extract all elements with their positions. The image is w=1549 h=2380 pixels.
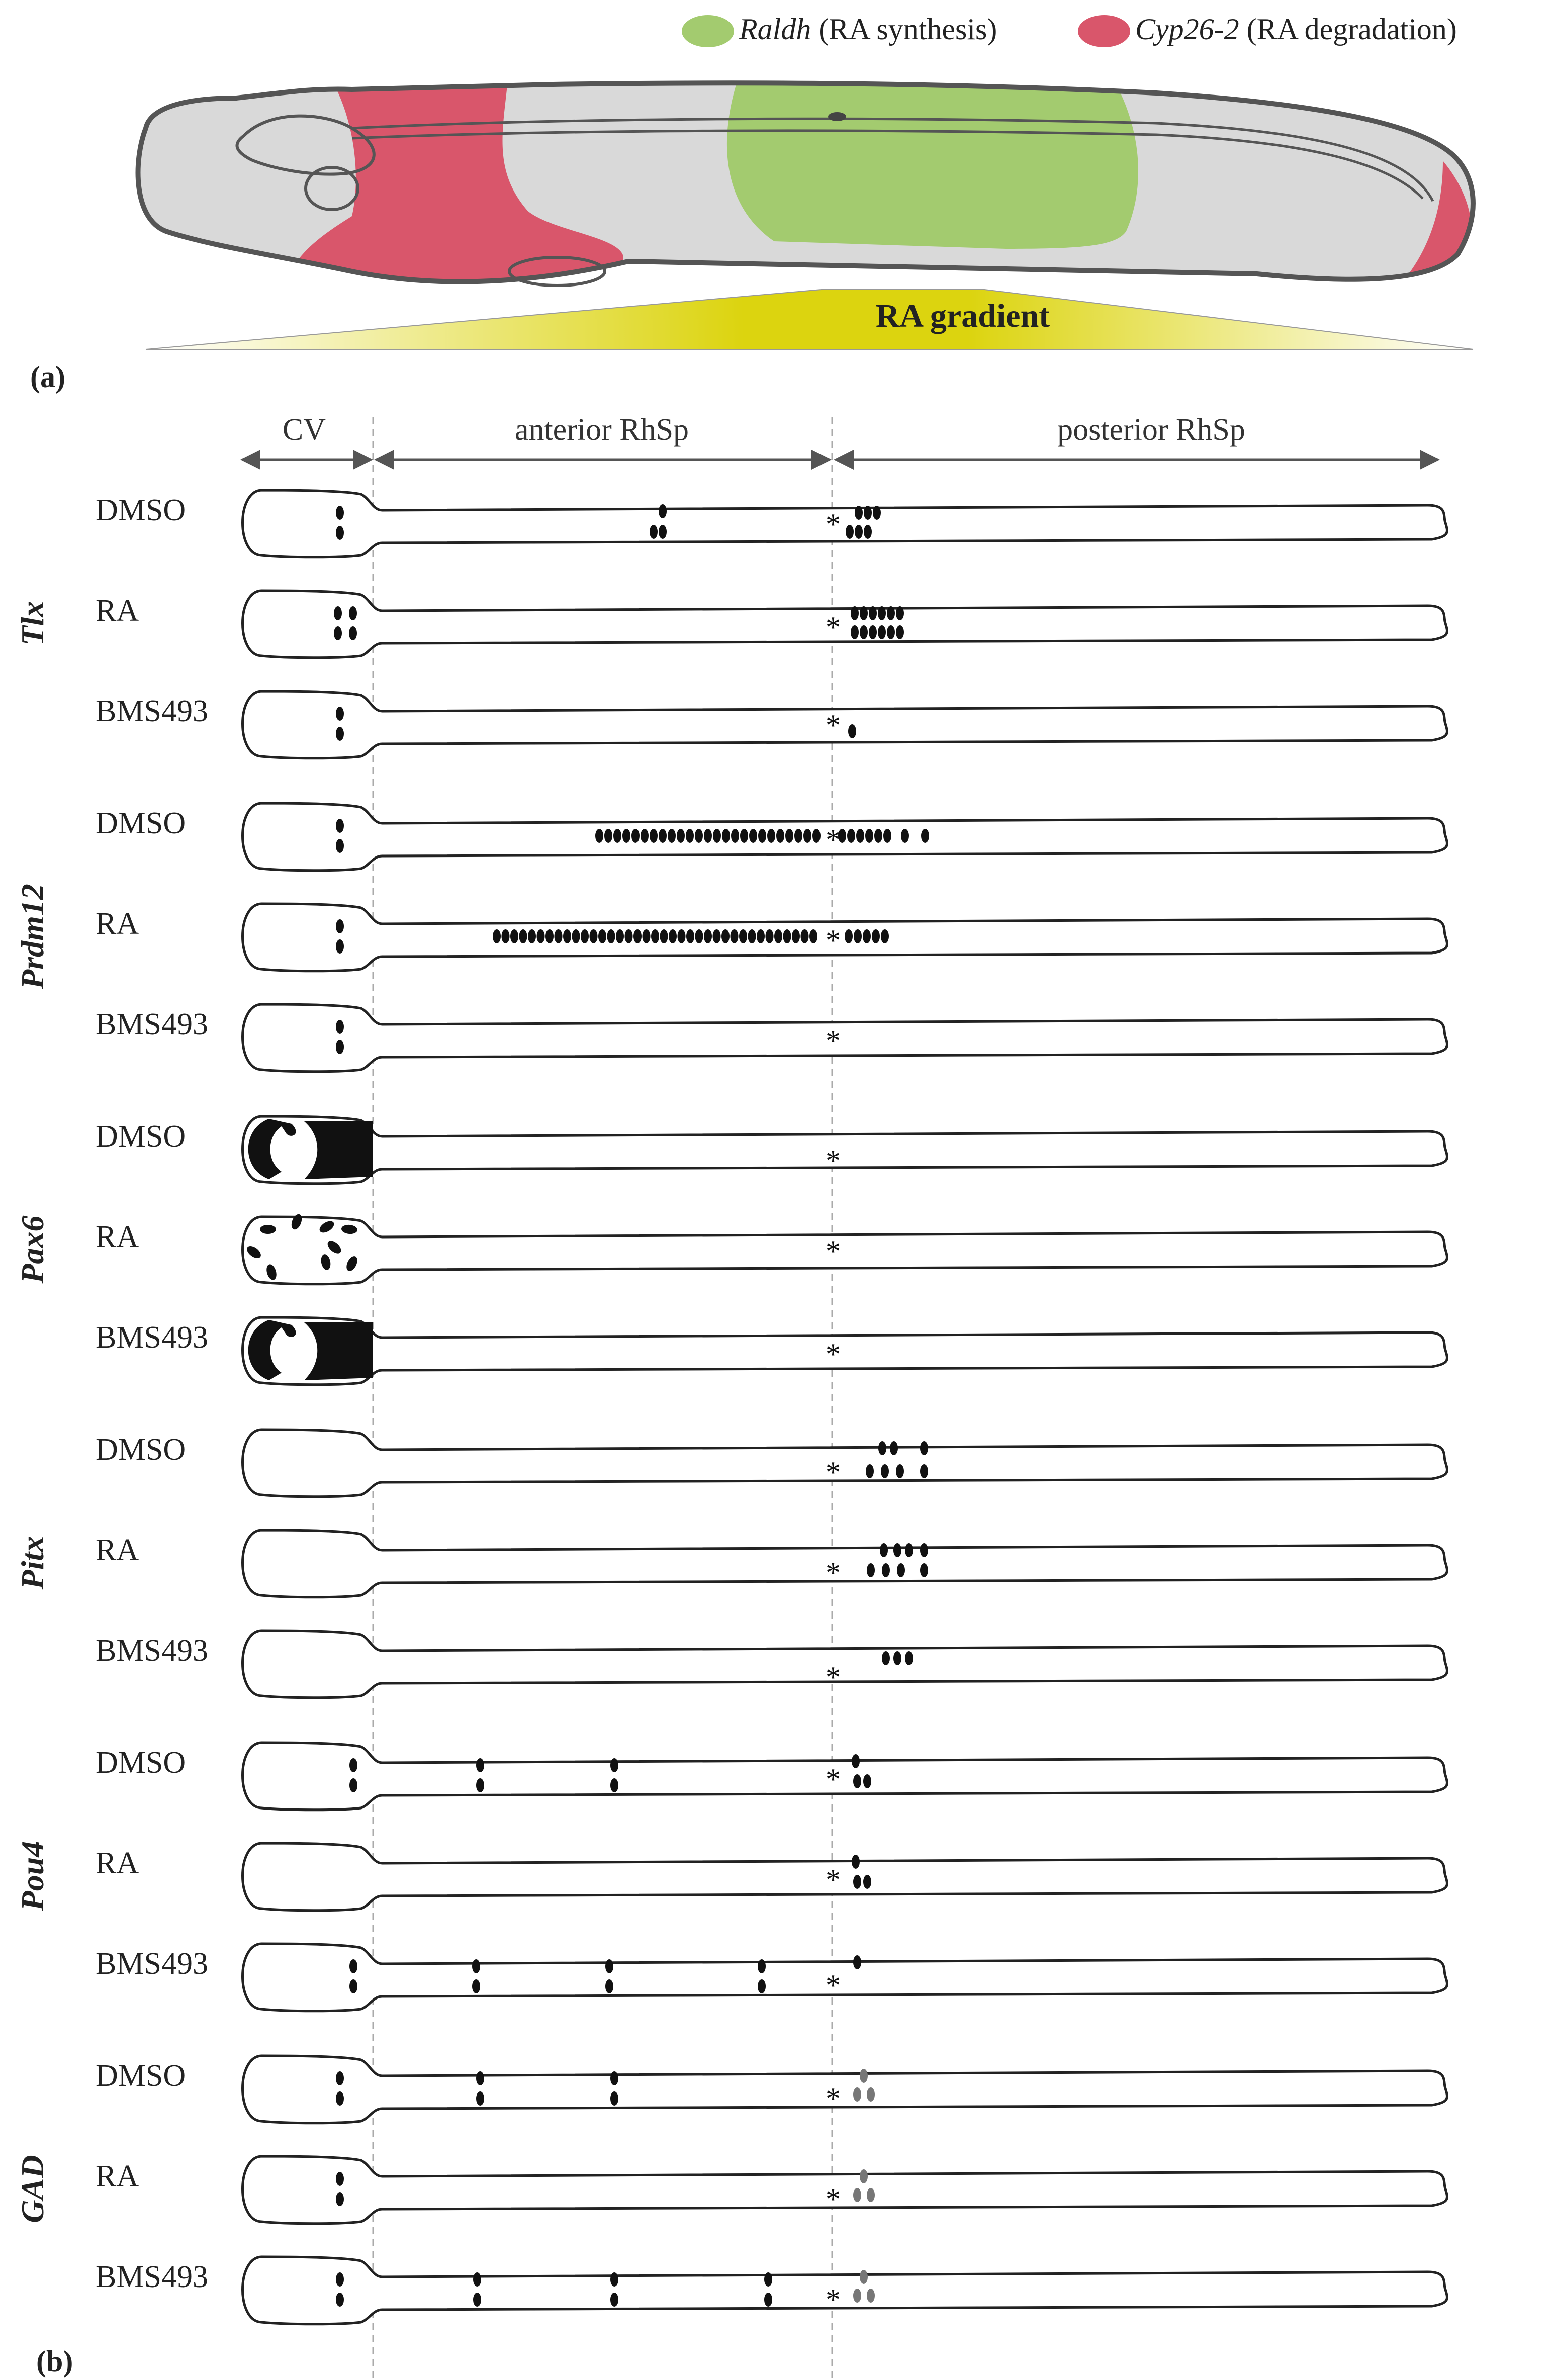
expressing-cell [893, 1651, 901, 1665]
expressing-cell [336, 2172, 344, 2186]
expressing-cell [860, 625, 868, 639]
expressing-cell [581, 929, 589, 943]
expressing-cell [880, 1543, 888, 1557]
expressing-cell [349, 626, 357, 640]
larva-illustration [138, 75, 1473, 302]
larva-schematic-outline [243, 2056, 1447, 2123]
expressing-cell [758, 1959, 766, 1973]
gene-label-pou4: Pou4 [15, 1841, 50, 1911]
expressing-cell [860, 2069, 868, 2083]
row-gad-dmso [96, 2056, 1447, 2123]
expressing-cell [803, 829, 811, 843]
expressing-cell [336, 2192, 344, 2206]
boundary-star: * [826, 1556, 841, 1589]
treatment-label: RA [96, 594, 139, 628]
row-tlx-bms493 [96, 691, 1447, 758]
expressing-cell [896, 606, 904, 620]
ra-gradient [146, 289, 1473, 349]
row-pou4-bms493 [96, 1944, 1447, 2011]
treatment-label: BMS493 [96, 1634, 208, 1668]
legend-raldh-label: Raldh (RA synthesis) [739, 13, 997, 46]
boundary-star: * [826, 709, 841, 742]
expressing-cell [860, 2169, 868, 2183]
expressing-cell [758, 1979, 766, 1993]
expressing-cell [863, 1774, 871, 1788]
gene-label-pax6: Pax6 [15, 1215, 50, 1284]
expressing-cell [897, 1563, 905, 1577]
expressing-cell [722, 829, 730, 843]
treatment-label: DMSO [96, 1433, 186, 1467]
expressing-cell [336, 727, 344, 741]
boundary-star: * [826, 924, 841, 957]
expressing-cell [476, 2091, 484, 2106]
expressing-cell [865, 829, 873, 843]
expressing-cell [610, 2272, 618, 2287]
expressing-cell [878, 1441, 886, 1455]
expressing-cell [874, 829, 882, 843]
expressing-cell [686, 829, 694, 843]
larva-schematic-outline [243, 1004, 1447, 1072]
pax6-cell [260, 1225, 276, 1234]
expressing-cell [476, 1758, 484, 1772]
expressing-cell [473, 2293, 481, 2307]
expressing-cell [855, 525, 863, 539]
expressing-cell [625, 929, 633, 943]
expressing-cell [613, 829, 621, 843]
expressing-cell [863, 1875, 871, 1889]
expressing-cell [678, 929, 686, 943]
row-pax6-dmso [96, 1116, 1447, 1184]
expressing-cell [851, 606, 859, 620]
row-tlx-ra [96, 591, 1447, 658]
expressing-cell [473, 2272, 481, 2287]
boundary-star: * [826, 1024, 841, 1058]
row-pax6-ra [96, 1213, 1447, 1284]
expressing-cell [867, 1563, 875, 1577]
expressing-cell [610, 2293, 618, 2307]
gene-label-pitx: Pitx [15, 1536, 50, 1590]
boundary-star: * [826, 1456, 841, 1489]
expressing-cell [860, 606, 868, 620]
expressing-cell [864, 506, 872, 520]
legend-raldh-swatch [682, 15, 734, 47]
expressing-cell [853, 2087, 861, 2102]
larva-schematic-outline [243, 1530, 1447, 1597]
row-pou4-ra [96, 1843, 1447, 1911]
expressing-cell [669, 929, 677, 943]
expressing-cell [863, 929, 871, 943]
expressing-cell [704, 829, 712, 843]
expressing-cell [867, 2188, 875, 2202]
expressing-cell [336, 1020, 344, 1034]
expressing-cell [713, 929, 721, 943]
legend [682, 13, 1457, 47]
expressing-cell [336, 707, 344, 721]
expressing-cell [901, 829, 909, 843]
treatment-label: BMS493 [96, 2260, 208, 2294]
expressing-cell [633, 929, 642, 943]
expressing-cell [610, 1778, 618, 1792]
expressing-cell [349, 1758, 357, 1772]
expressing-cell [659, 504, 667, 518]
gene-label-gad: GAD [15, 2155, 50, 2223]
boundary-star: * [826, 508, 841, 541]
expressing-cell [792, 929, 800, 943]
gene-label-prdm12: Prdm12 [15, 884, 50, 989]
expressing-cell [853, 2289, 861, 2303]
expressing-cell [869, 606, 877, 620]
expressing-cell [731, 929, 739, 943]
expressing-cell [610, 2091, 618, 2106]
expressing-cell [336, 526, 344, 540]
expressing-cell [776, 829, 784, 843]
region-header [242, 413, 1438, 460]
gene-label-tlx: Tlx [15, 601, 50, 646]
expressing-cell [848, 724, 856, 738]
expressing-cell [860, 2270, 868, 2284]
expressing-cell [643, 929, 651, 943]
expressing-cell [878, 606, 886, 620]
gene-block-pitx [15, 1430, 1447, 1698]
nuclear-dot [828, 112, 846, 121]
expressing-cell [882, 1563, 890, 1577]
treatment-label: DMSO [96, 1119, 186, 1154]
row-pitx-dmso [96, 1430, 1447, 1497]
expressing-cell [749, 829, 757, 843]
expressing-cell [336, 1040, 344, 1054]
expressing-cell [555, 929, 563, 943]
larva-schematic-outline [243, 1743, 1447, 1810]
expressing-cell [668, 829, 676, 843]
expressing-cell [537, 929, 545, 943]
expressing-cell [887, 606, 895, 620]
treatment-label: RA [96, 1846, 139, 1880]
larva-schematic-outline [243, 1944, 1447, 2011]
boundary-star: * [826, 2283, 841, 2316]
expressing-cell [767, 829, 775, 843]
expressing-cell [794, 829, 802, 843]
treatment-label: RA [96, 1533, 139, 1567]
treatment-label: DMSO [96, 493, 186, 527]
expressing-cell [873, 506, 881, 520]
boundary-star: * [826, 1661, 841, 1694]
expressing-cell [890, 1441, 898, 1455]
larva-schematic-outline [243, 1217, 1447, 1284]
expressing-cell [774, 929, 782, 943]
boundary-star: * [826, 1969, 841, 2002]
expressing-cell [852, 1754, 860, 1768]
expressing-cell [856, 829, 864, 843]
expressing-cell [713, 829, 721, 843]
ra-gradient-wedge [146, 289, 1473, 349]
row-pitx-bms493 [96, 1631, 1447, 1698]
larva-schematic-outline [243, 490, 1447, 557]
row-pitx-ra [96, 1530, 1447, 1597]
expressing-cell [677, 829, 685, 843]
expressing-cell [595, 829, 603, 843]
larva-schematic-outline [243, 1430, 1447, 1497]
larva-schematic-outline [243, 2156, 1447, 2224]
row-pou4-dmso [96, 1743, 1447, 1810]
expressing-cell [853, 1774, 861, 1788]
expressing-cell [809, 929, 817, 943]
cv-label: CV [282, 413, 326, 447]
expressing-cell [659, 525, 667, 539]
expressing-cell [476, 1778, 484, 1792]
treatment-label: RA [96, 1220, 139, 1254]
expressing-cell [896, 625, 904, 639]
gene-block-pax6 [15, 1116, 1447, 1385]
gene-block-pou4 [15, 1743, 1447, 2011]
expressing-cell [659, 829, 667, 843]
boundary-star: * [826, 611, 841, 644]
larva-schematic-outline [243, 1116, 1447, 1184]
expressing-cell [866, 1464, 874, 1478]
expressing-cell [545, 929, 554, 943]
treatment-label: BMS493 [96, 1007, 208, 1041]
larva-schematic-outline [243, 1317, 1447, 1385]
expressing-cell [785, 829, 793, 843]
expressing-cell [740, 829, 748, 843]
expressing-cell [472, 1979, 480, 1993]
expressing-cell [510, 929, 518, 943]
panel-a-label: (a) [30, 360, 65, 394]
expressing-cell [349, 606, 357, 620]
row-gad-bms493 [96, 2257, 1447, 2324]
expressing-cell [921, 829, 929, 843]
expressing-cell [847, 829, 855, 843]
expressing-cell [845, 929, 853, 943]
expressing-cell [852, 1855, 860, 1869]
expressing-cell [607, 929, 615, 943]
expressing-cell [349, 1959, 357, 1973]
expressing-cell [764, 2272, 772, 2287]
gene-block-prdm12 [15, 803, 1447, 1072]
larva-schematic-outline [243, 2257, 1447, 2324]
expressing-cell [920, 1563, 928, 1577]
boundary-star: * [826, 2082, 841, 2115]
expressing-cell [867, 2087, 875, 2102]
expressing-cell [872, 929, 880, 943]
larva-schematic-outline [243, 1843, 1447, 1911]
expressing-cell [905, 1651, 913, 1665]
expressing-cell [864, 525, 872, 539]
expressing-cell [851, 625, 859, 639]
expressing-cell [605, 1959, 613, 1973]
expressing-cell [704, 929, 712, 943]
expressing-cell [853, 1875, 861, 1889]
expressing-cell [878, 625, 886, 639]
expressing-cell [757, 929, 765, 943]
anterior-rhsp-label: anterior RhSp [514, 413, 689, 447]
expressing-cell [519, 929, 527, 943]
raldh-domain [727, 75, 1138, 249]
expressing-cell [336, 2272, 344, 2287]
expressing-cell [801, 929, 809, 943]
expressing-cell [854, 929, 862, 943]
expressing-cell [686, 929, 694, 943]
expressing-cell [334, 606, 342, 620]
expressing-cell [853, 1955, 861, 1969]
expressing-cell [758, 829, 766, 843]
expressing-cell [641, 829, 649, 843]
expressing-cell [598, 929, 606, 943]
legend-cyp-swatch [1078, 15, 1130, 47]
expressing-cell [881, 929, 889, 943]
expressing-cell [572, 929, 580, 943]
boundary-star: * [826, 1144, 841, 1177]
expressing-cell [881, 1464, 889, 1478]
treatment-label: RA [96, 907, 139, 941]
expressing-cell [855, 506, 863, 520]
row-prdm12-bms493 [96, 1004, 1447, 1072]
row-pax6-bms493 [96, 1317, 1447, 1385]
expressing-cell [896, 1464, 904, 1478]
larva-schematic-outline [243, 691, 1447, 758]
row-tlx-dmso [96, 490, 1447, 557]
expressing-cell [334, 626, 342, 640]
expressing-cell [631, 829, 640, 843]
legend-cyp-label: Cyp26-2 (RA degradation) [1135, 13, 1457, 46]
row-gad-ra [96, 2156, 1447, 2224]
expressing-cell [476, 2071, 484, 2085]
expression-rows [15, 490, 1447, 2324]
expressing-cell [528, 929, 536, 943]
expressing-cell [905, 1543, 913, 1557]
expressing-cell [660, 929, 668, 943]
larva-schematic-outline [243, 1631, 1447, 1698]
expressing-cell [336, 2293, 344, 2307]
expressing-cell [650, 525, 658, 539]
boundary-star: * [826, 1338, 841, 1371]
expressing-cell [336, 2071, 344, 2085]
expressing-cell [739, 929, 747, 943]
expressing-cell [812, 829, 821, 843]
expressing-cell [616, 929, 624, 943]
panel-b-label: (b) [36, 2345, 73, 2378]
expressing-cell [893, 1543, 901, 1557]
expressing-cell [336, 919, 344, 933]
treatment-label: BMS493 [96, 1320, 208, 1355]
expressing-cell [695, 929, 703, 943]
expressing-cell [493, 929, 501, 943]
boundary-star: * [826, 823, 841, 856]
expressing-cell [869, 625, 877, 639]
expressing-cell [604, 829, 612, 843]
expressing-cell [349, 1979, 357, 1993]
expressing-cell [336, 839, 344, 853]
expressing-cell [651, 929, 659, 943]
boundary-star: * [826, 1234, 841, 1268]
expressing-cell [605, 1979, 613, 1993]
expressing-cell [610, 2071, 618, 2085]
ra-gradient-label: RA gradient [875, 298, 1050, 334]
expressing-cell [853, 2188, 861, 2202]
treatment-label: DMSO [96, 1746, 186, 1780]
expressing-cell [887, 625, 895, 639]
expressing-cell [336, 2091, 344, 2106]
expressing-cell [764, 2293, 772, 2307]
posterior-rhsp-label: posterior RhSp [1057, 413, 1245, 447]
expressing-cell [867, 2289, 875, 2303]
expressing-cell [622, 829, 630, 843]
treatment-label: BMS493 [96, 1947, 208, 1981]
expressing-cell [883, 829, 891, 843]
gene-block-gad [15, 2056, 1447, 2324]
expressing-cell [721, 929, 730, 943]
larva-schematic-outline [243, 591, 1447, 658]
expressing-cell [766, 929, 774, 943]
expressing-cell [610, 1758, 618, 1772]
expressing-cell [731, 829, 739, 843]
row-prdm12-dmso [96, 803, 1447, 871]
expressing-cell [590, 929, 598, 943]
expressing-cell [695, 829, 703, 843]
expressing-cell [563, 929, 571, 943]
expressing-cell [783, 929, 791, 943]
expressing-cell [336, 506, 344, 520]
gene-block-tlx [15, 490, 1447, 758]
expressing-cell [502, 929, 510, 943]
expressing-cell [349, 1778, 357, 1792]
expressing-cell [920, 1543, 928, 1557]
expressing-cell [920, 1441, 928, 1455]
expressing-cell [472, 1959, 480, 1973]
treatment-label: DMSO [96, 2059, 186, 2093]
row-prdm12-ra [96, 904, 1447, 971]
boundary-star: * [826, 2182, 841, 2216]
expressing-cell [748, 929, 756, 943]
treatment-label: DMSO [96, 806, 186, 840]
boundary-star: * [826, 1863, 841, 1896]
expressing-cell [920, 1464, 928, 1478]
expressing-cell [846, 525, 854, 539]
expressing-cell [336, 939, 344, 954]
expressing-cell [882, 1651, 890, 1665]
expressing-cell [336, 819, 344, 833]
treatment-label: BMS493 [96, 694, 208, 728]
boundary-star: * [826, 1763, 841, 1796]
expressing-cell [650, 829, 658, 843]
treatment-label: RA [96, 2159, 139, 2194]
